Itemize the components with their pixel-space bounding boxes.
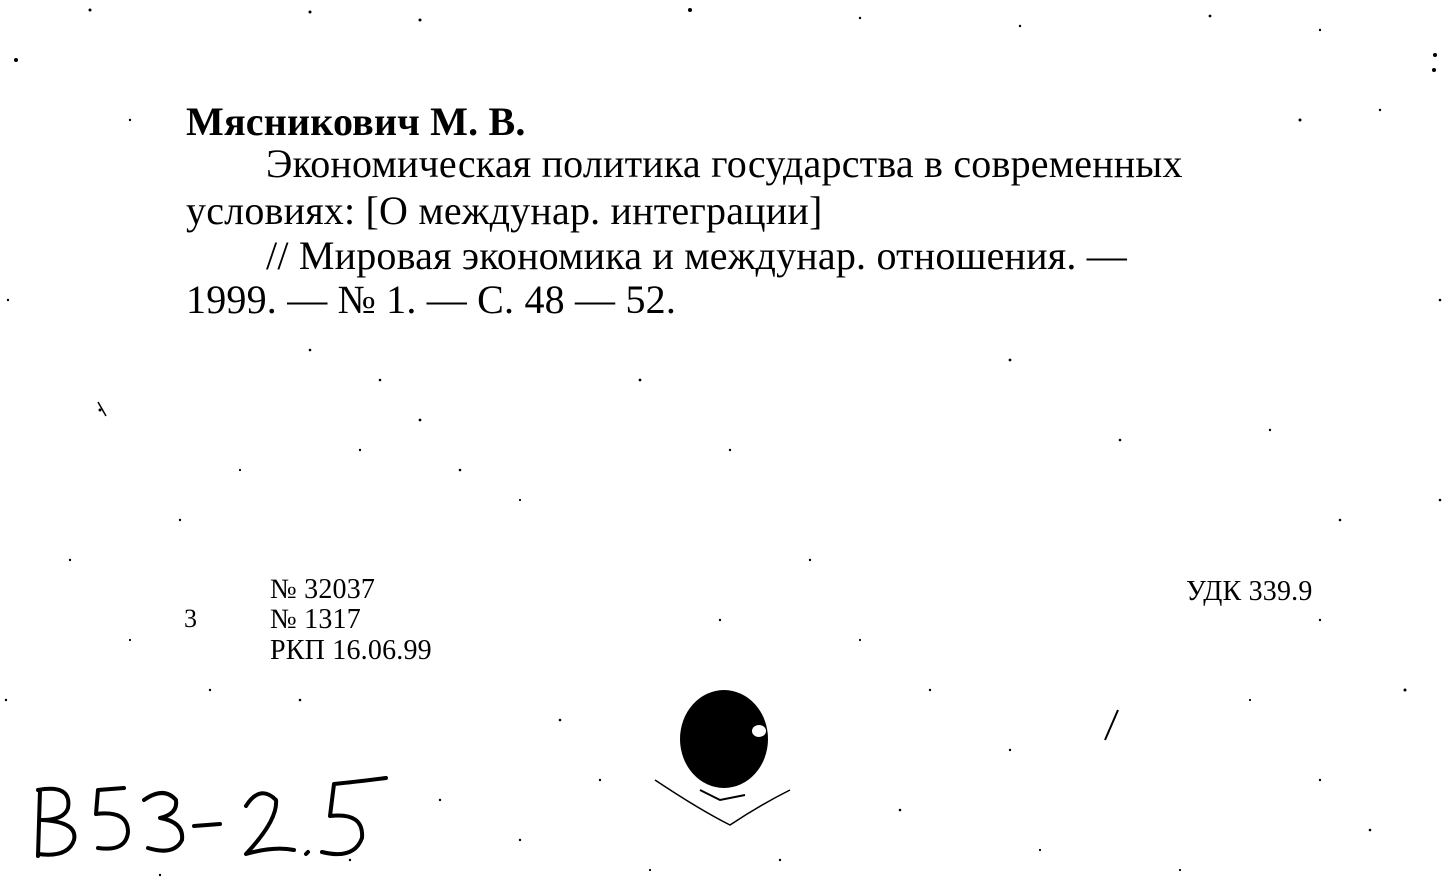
article-title-line-1: Экономическая политика государства в современных xyxy=(266,141,1183,186)
article-title-line-2: условиях: [О междунар. интеграции] xyxy=(186,188,823,233)
handwritten-code xyxy=(24,760,424,870)
udk-code: УДК 339.9 xyxy=(1186,576,1313,607)
source-journal-line: // Мировая экономика и междунар. отношения. — xyxy=(266,233,1127,278)
author-name: Мясникович М. В. xyxy=(186,99,526,144)
source-issue-pages-line: 1999. — № 1. — С. 48 — 52. xyxy=(186,277,677,322)
punch-hole xyxy=(680,690,768,788)
shelf-mark: 3 xyxy=(184,604,198,633)
punch-hole-highlight xyxy=(752,725,766,737)
accession-number-1: № 32037 xyxy=(270,574,376,605)
rkp-date: РКП 16.06.99 xyxy=(270,635,432,666)
accession-number-2: № 1317 xyxy=(270,604,361,635)
